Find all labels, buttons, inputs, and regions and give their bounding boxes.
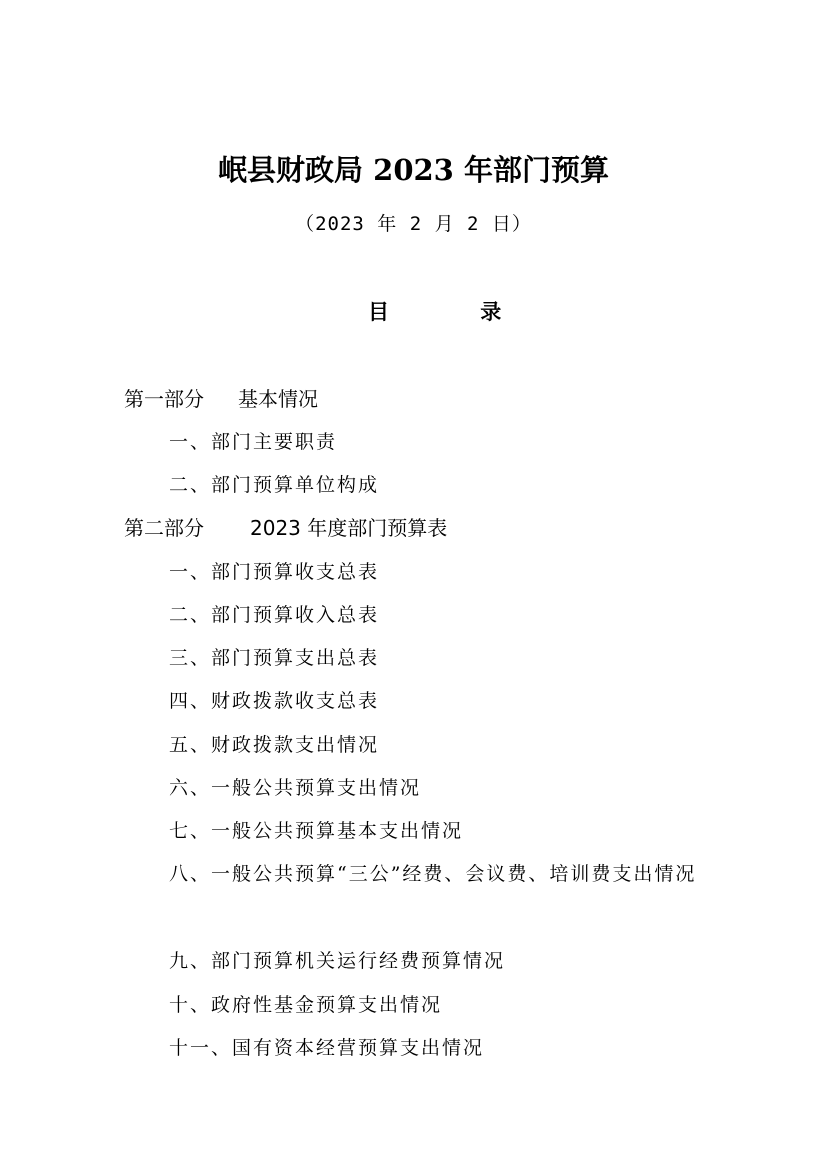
document-date: （2023 年 2 月 2 日） — [295, 213, 532, 235]
toc-item[interactable]: 一、部门预算收支总表 — [169, 561, 380, 583]
toc-item[interactable]: 十、政府性基金预算支出情况 — [169, 994, 443, 1016]
toc-item[interactable]: 十一、国有资本经营预算支出情况 — [169, 1037, 485, 1059]
document-title: 岷县财政局 2023 年部门预算 — [218, 153, 609, 187]
toc-item[interactable]: 一、部门主要职责 — [169, 431, 338, 453]
toc-item[interactable]: 二、部门预算单位构成 — [169, 474, 380, 496]
toc-item[interactable]: 四、财政拨款收支总表 — [169, 690, 380, 712]
toc-part-1-label: 第一部分 — [124, 387, 204, 411]
toc-item[interactable]: 三、部门预算支出总表 — [169, 647, 380, 669]
toc-part-2-name: 2023 年度部门预算表 — [250, 516, 448, 540]
toc-item[interactable]: 九、部门预算机关运行经费预算情况 — [169, 950, 506, 972]
toc-part-1[interactable] — [124, 384, 318, 414]
toc-part-2[interactable] — [124, 513, 447, 543]
toc-item[interactable]: 八、一般公共预算“三公”经费、会议费、培训费支出情况 — [169, 863, 697, 885]
toc-item[interactable]: 七、一般公共预算基本支出情况 — [169, 820, 464, 842]
toc-item[interactable]: 五、财政拨款支出情况 — [169, 734, 380, 756]
toc-part-1-name: 基本情况 — [238, 387, 318, 411]
toc-heading: 目 录 — [368, 300, 544, 324]
toc-item[interactable]: 二、部门预算收入总表 — [169, 604, 380, 626]
toc-part-2-label: 第二部分 — [124, 516, 204, 540]
toc-item[interactable]: 六、一般公共预算支出情况 — [169, 777, 422, 799]
